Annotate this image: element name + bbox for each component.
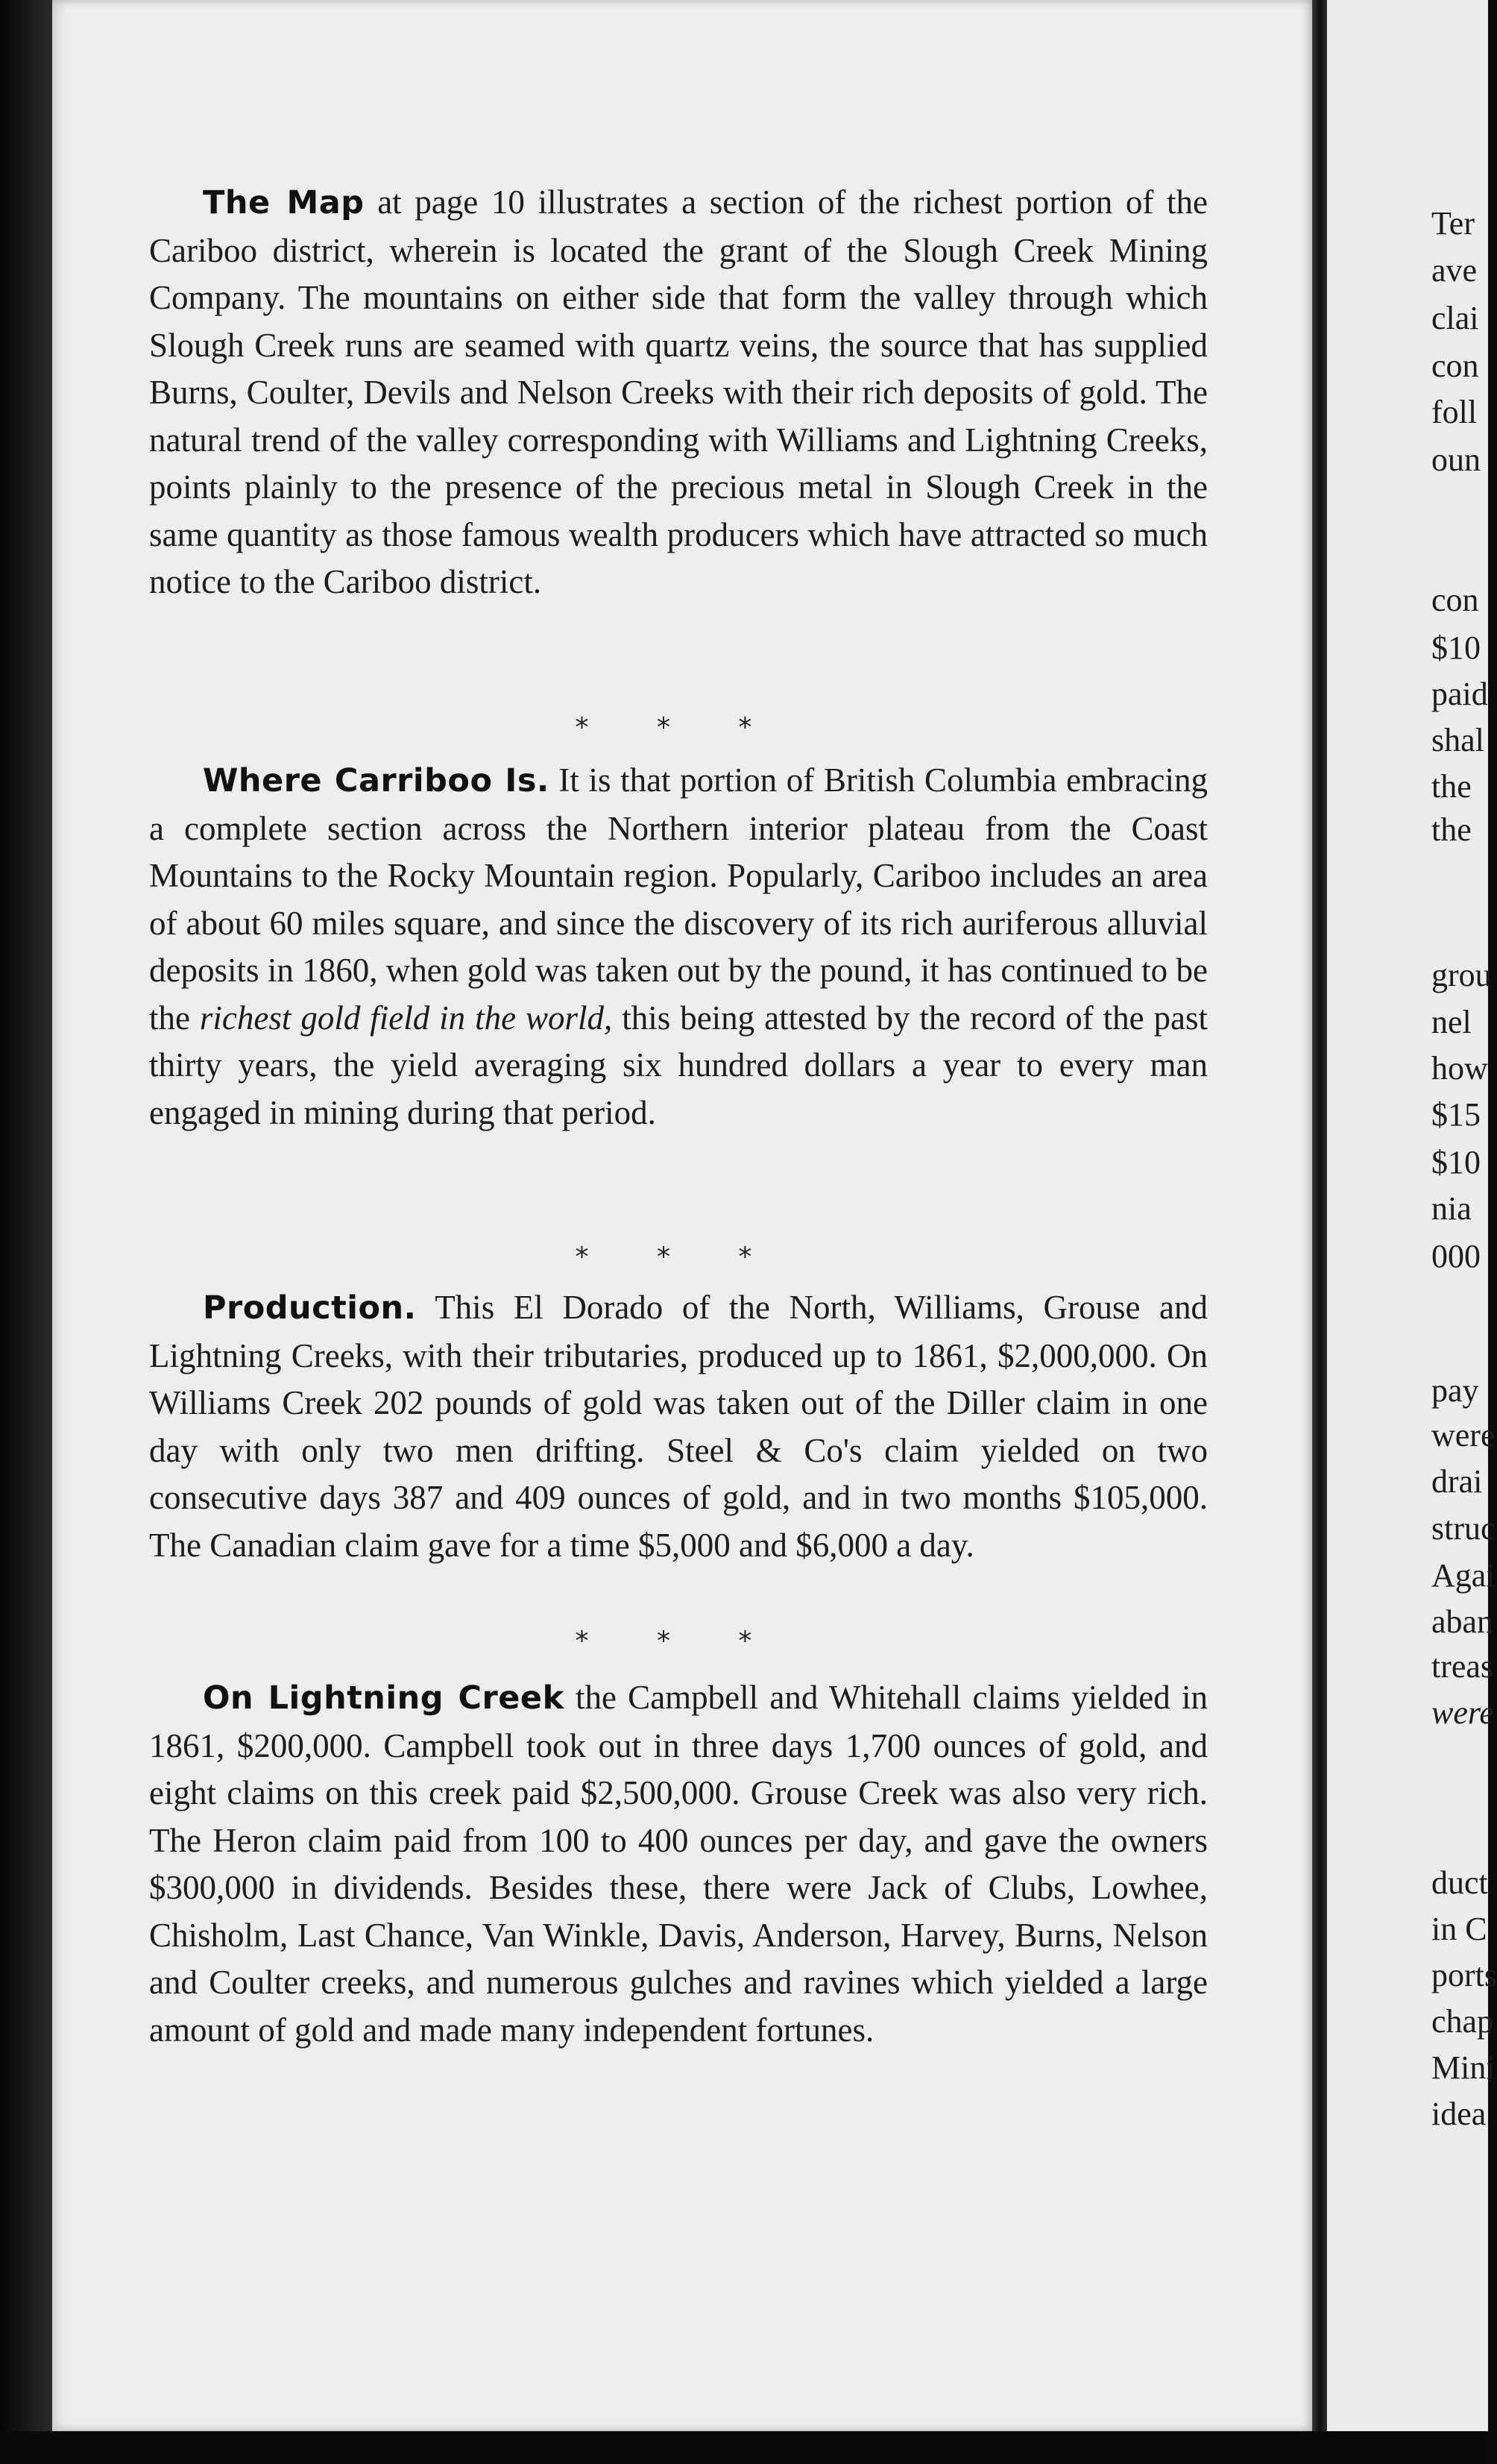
right-page-fragment: 000 bbox=[1431, 1238, 1481, 1275]
right-page-fragment: aban bbox=[1431, 1603, 1494, 1640]
right-page-text-fragments bbox=[1431, 0, 1497, 2431]
right-page-fragment: Agai bbox=[1431, 1557, 1496, 1594]
paragraph-where-cariboo-is bbox=[149, 757, 1208, 1137]
right-page-fragment: shal bbox=[1431, 722, 1484, 758]
scan-border-bottom bbox=[0, 2431, 1488, 2464]
paragraph-body: This El Dorado of the North, Williams, Grouse and Lightning Creeks, with their tributaries, produced up to 1861, $2,000,000. On Williams Creek 202 pounds of gold was taken out of the Diller claim in one day with only two men drifting. Steel & Co's claim yielded on two consecutive days 387 and 409 ounces of gold, and in two months $105,000. The Canadian claim gave for a time $5,000 and $6,000 a day. bbox=[149, 1289, 1208, 1564]
right-page-fragment: Mini bbox=[1431, 2049, 1496, 2086]
scan-border-left bbox=[0, 0, 52, 2464]
right-page-fragment: nel bbox=[1431, 1004, 1472, 1040]
right-page-fragment: paid bbox=[1431, 676, 1488, 712]
right-page-fragment: idea bbox=[1431, 2096, 1487, 2132]
right-page-fragment: foll bbox=[1431, 394, 1478, 430]
right-page-fragment: ave bbox=[1431, 252, 1478, 289]
right-page-fragment: chap bbox=[1431, 2003, 1494, 2040]
right-page-fragment: clai bbox=[1431, 300, 1479, 336]
right-page-fragment: in C bbox=[1431, 1911, 1487, 1947]
section-separator: * * * bbox=[575, 1242, 782, 1272]
right-page-fragment: the bbox=[1431, 811, 1472, 848]
right-page-fragment: nia bbox=[1431, 1190, 1472, 1227]
right-page-fragment: struc bbox=[1431, 1510, 1496, 1547]
right-page-fragment: $10 bbox=[1431, 629, 1481, 666]
section-separator: * * * bbox=[575, 712, 782, 743]
right-page-fragment: pay bbox=[1431, 1372, 1479, 1409]
emphasized-phrase: richest gold field in the world, bbox=[199, 999, 613, 1037]
right-page-fragment: $15 bbox=[1431, 1096, 1481, 1133]
paragraph-body: at page 10 illustrates a section of the richest portion of the Cariboo district, wherein is located the grant of the Slough Creek Mining Company. The mountains on either side that form the valley through which Slough Creek runs are seamed with quartz veins, the source that has supplied Burns, Coulter, Devils and Nelson Creeks with their rich deposits of gold. The natural trend of the valley corresponding with Williams and Lightning Creeks, points plainly to the presence of the precious metal in Slough Creek in the same quantity as those famous wealth producers which have attracted so much notice to the Cariboo district. bbox=[149, 183, 1208, 600]
heading-where-cariboo-is: Where Carriboo Is. bbox=[203, 762, 549, 799]
paragraph-the-map bbox=[149, 179, 1208, 606]
right-page-fragment: Ter bbox=[1431, 205, 1475, 242]
right-page-fragment: treas bbox=[1431, 1648, 1494, 1685]
right-page-fragment: were bbox=[1431, 1417, 1496, 1453]
right-page-fragment: con bbox=[1431, 582, 1479, 618]
right-page-fragment: oun bbox=[1431, 441, 1481, 478]
right-page-fragment: $10 bbox=[1431, 1144, 1481, 1181]
paragraph-body: the Campbell and Whitehall claims yielded in 1861, $200,000. Campbell took out in three days 1,700 ounces of gold, and eight claims on this creek paid $2,500,000. Grouse Creek was also very rich. The Heron claim paid from 100 to 400 ounces per day, and gave the owners $300,000 in dividends. Besides these, there were Jack of Clubs, Lowhee, Chisholm, Last Chance, Van Winkle, Davis, Anderson, Harvey, Burns, Nelson and Coulter creeks, and numerous gulches and ravines which yielded a large amount of gold and made many independent fortunes. bbox=[149, 1679, 1208, 2049]
right-page-fragment: grou bbox=[1431, 957, 1492, 993]
right-page-fragment: how bbox=[1431, 1050, 1488, 1087]
right-page-fragment: duct bbox=[1431, 1864, 1488, 1901]
paragraph-body-continued: this being attested by the record of the past thirty years, the yield averaging six hundred dollars a year to every man engaged in mining during that period. bbox=[149, 999, 1208, 1131]
heading-lightning-creek: On Lightning Creek bbox=[203, 1679, 564, 1717]
paragraph-lightning-creek bbox=[149, 1674, 1208, 2054]
right-page-fragment: the bbox=[1431, 768, 1472, 805]
section-separator: * * * bbox=[575, 1626, 782, 1656]
paragraph-production bbox=[149, 1284, 1208, 1569]
right-page-fragment: con bbox=[1431, 348, 1479, 384]
book-gutter bbox=[1312, 0, 1327, 2464]
heading-the-map: The Map bbox=[203, 184, 365, 221]
heading-production: Production. bbox=[203, 1289, 417, 1327]
paragraph-body: It is that portion of British Columbia embracing a complete section across the Northern interior plateau from the Coast Mountains to the Rocky Mountain region. Popularly, Cariboo includes an area of about 60 miles square, and since the discovery of its rich auriferous alluvial deposits in 1860, when gold was taken out by the pound, it has continued to be the bbox=[149, 761, 1208, 1037]
right-page-fragment: ports bbox=[1431, 1957, 1497, 1993]
right-page-fragment: were bbox=[1431, 1694, 1494, 1731]
right-page-fragment: drai bbox=[1431, 1463, 1483, 1500]
